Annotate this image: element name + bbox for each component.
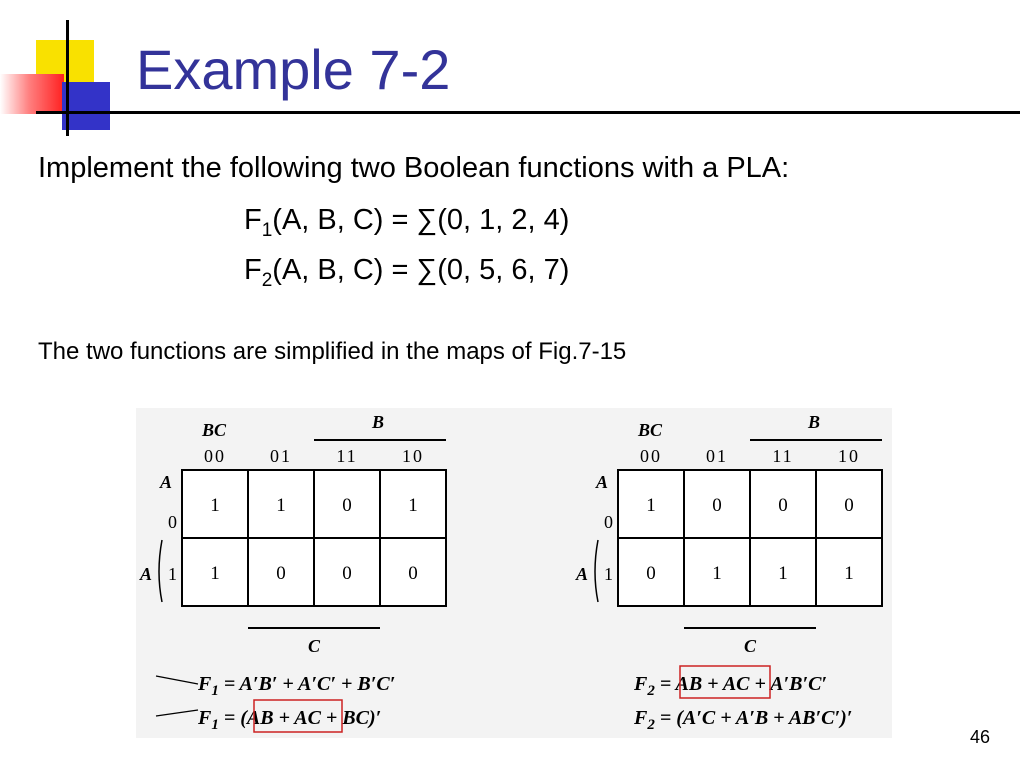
map1-row-header-0: 0: [168, 512, 177, 532]
map2-eq2-lhs: F: [634, 707, 648, 729]
map1-cell-value: 0: [408, 563, 418, 584]
map2-cell-value: 1: [712, 563, 722, 584]
function-f1-sub: 1: [261, 219, 273, 241]
map1-b-label: B: [372, 412, 385, 432]
map1-eq1-sub: 1: [211, 683, 219, 699]
map2-col-header: 01: [706, 446, 728, 466]
simplified-text: The two functions are simplified in the maps of Fig.7-15: [38, 338, 627, 365]
function-f1: [244, 206, 569, 240]
map2-c-label: C: [744, 636, 757, 656]
label-pointers: [150, 670, 202, 720]
map2-eq2-body: = (A′C + A′B + AB′C′)′: [654, 707, 853, 729]
map1-equation-1: [197, 673, 395, 699]
function-f2-rest: (A, B, C) = ∑(0, 5, 6, 7): [272, 254, 570, 286]
map1-bc-label: BC: [202, 420, 227, 440]
slide-title: Example 7-2: [136, 38, 451, 101]
map1-row-header-1: 1: [168, 564, 177, 584]
function-f2-name: F: [244, 254, 262, 286]
kmap-figure: [136, 408, 892, 738]
map2-b-label: B: [808, 412, 821, 432]
map2-row-header-1: 1: [604, 564, 613, 584]
map1-col-header: 01: [270, 446, 292, 466]
map1-eq2-sub: 1: [211, 717, 219, 733]
intro-text: Implement the following two Boolean functions with a PLA:: [38, 152, 790, 184]
zeros-pointer: [156, 710, 198, 716]
map2-a-bracket: [595, 540, 598, 602]
map2-equation-1: [633, 673, 827, 699]
map2-a-row-label: A: [596, 472, 609, 492]
map1-col-header: 10: [402, 446, 424, 466]
map2-col-header: 00: [640, 446, 662, 466]
map1-eq2-lhs: F: [198, 707, 212, 729]
ones-pointer: [156, 676, 198, 684]
logo-blue-square: [62, 82, 110, 130]
map1-cell-value: 1: [210, 495, 220, 516]
map1-eq1-lhs: F: [198, 673, 212, 695]
logo-vertical-line: [66, 20, 69, 136]
map1-cell-value: 0: [342, 563, 352, 584]
map2-eq1-sub: 2: [647, 683, 655, 699]
map2-cell-value: 0: [712, 495, 722, 516]
map1-col-header: 11: [336, 446, 358, 466]
function-f1-name: F: [244, 204, 262, 236]
map2-cell-value: 1: [646, 495, 656, 516]
title-underline: [36, 111, 1020, 114]
map1-cell-value: 1: [276, 495, 286, 516]
map1-cell-value: 1: [408, 495, 418, 516]
map1-equation-2: [197, 707, 381, 733]
map2-cell-value: 0: [844, 495, 854, 516]
map2-cell-value: 0: [646, 563, 656, 584]
function-f2-sub: 2: [261, 269, 273, 291]
map2-col-header: 10: [838, 446, 860, 466]
map1-a-bracket: [159, 540, 162, 602]
function-f2: [244, 256, 569, 290]
map2-cell-value: 1: [778, 563, 788, 584]
logo-red-bar: [0, 74, 64, 114]
map2-equation-2: [633, 707, 852, 733]
map1-a-row-label: A: [160, 472, 173, 492]
map1-c-label: C: [308, 636, 321, 656]
map1-cell-value: 1: [210, 563, 220, 584]
map2-cell-value: 1: [844, 563, 854, 584]
map1-cell-value: 0: [276, 563, 286, 584]
map1-cell-value: 0: [342, 495, 352, 516]
map1-eq2-body: = (AB + AC + BC)′: [218, 707, 382, 729]
kmap-figure-svg: [136, 408, 892, 738]
map2-eq2-sub: 2: [647, 717, 655, 733]
map1-a-side-label: A: [140, 564, 153, 584]
page-number: 46: [969, 727, 990, 747]
map2-bc-label: BC: [638, 420, 663, 440]
map2-eq1-lhs: F: [634, 673, 648, 695]
map1-eq1-body: = A′B′ + A′C′ + B′C′: [218, 673, 396, 695]
map2-eq1-body: = AB + AC + A′B′C′: [654, 673, 828, 695]
function-f1-rest: (A, B, C) = ∑(0, 1, 2, 4): [272, 204, 570, 236]
map2-a-side-label: A: [576, 564, 589, 584]
map2-cell-value: 0: [778, 495, 788, 516]
map2-col-header: 11: [772, 446, 794, 466]
map1-col-header: 00: [204, 446, 226, 466]
map2-row-header-0: 0: [604, 512, 613, 532]
